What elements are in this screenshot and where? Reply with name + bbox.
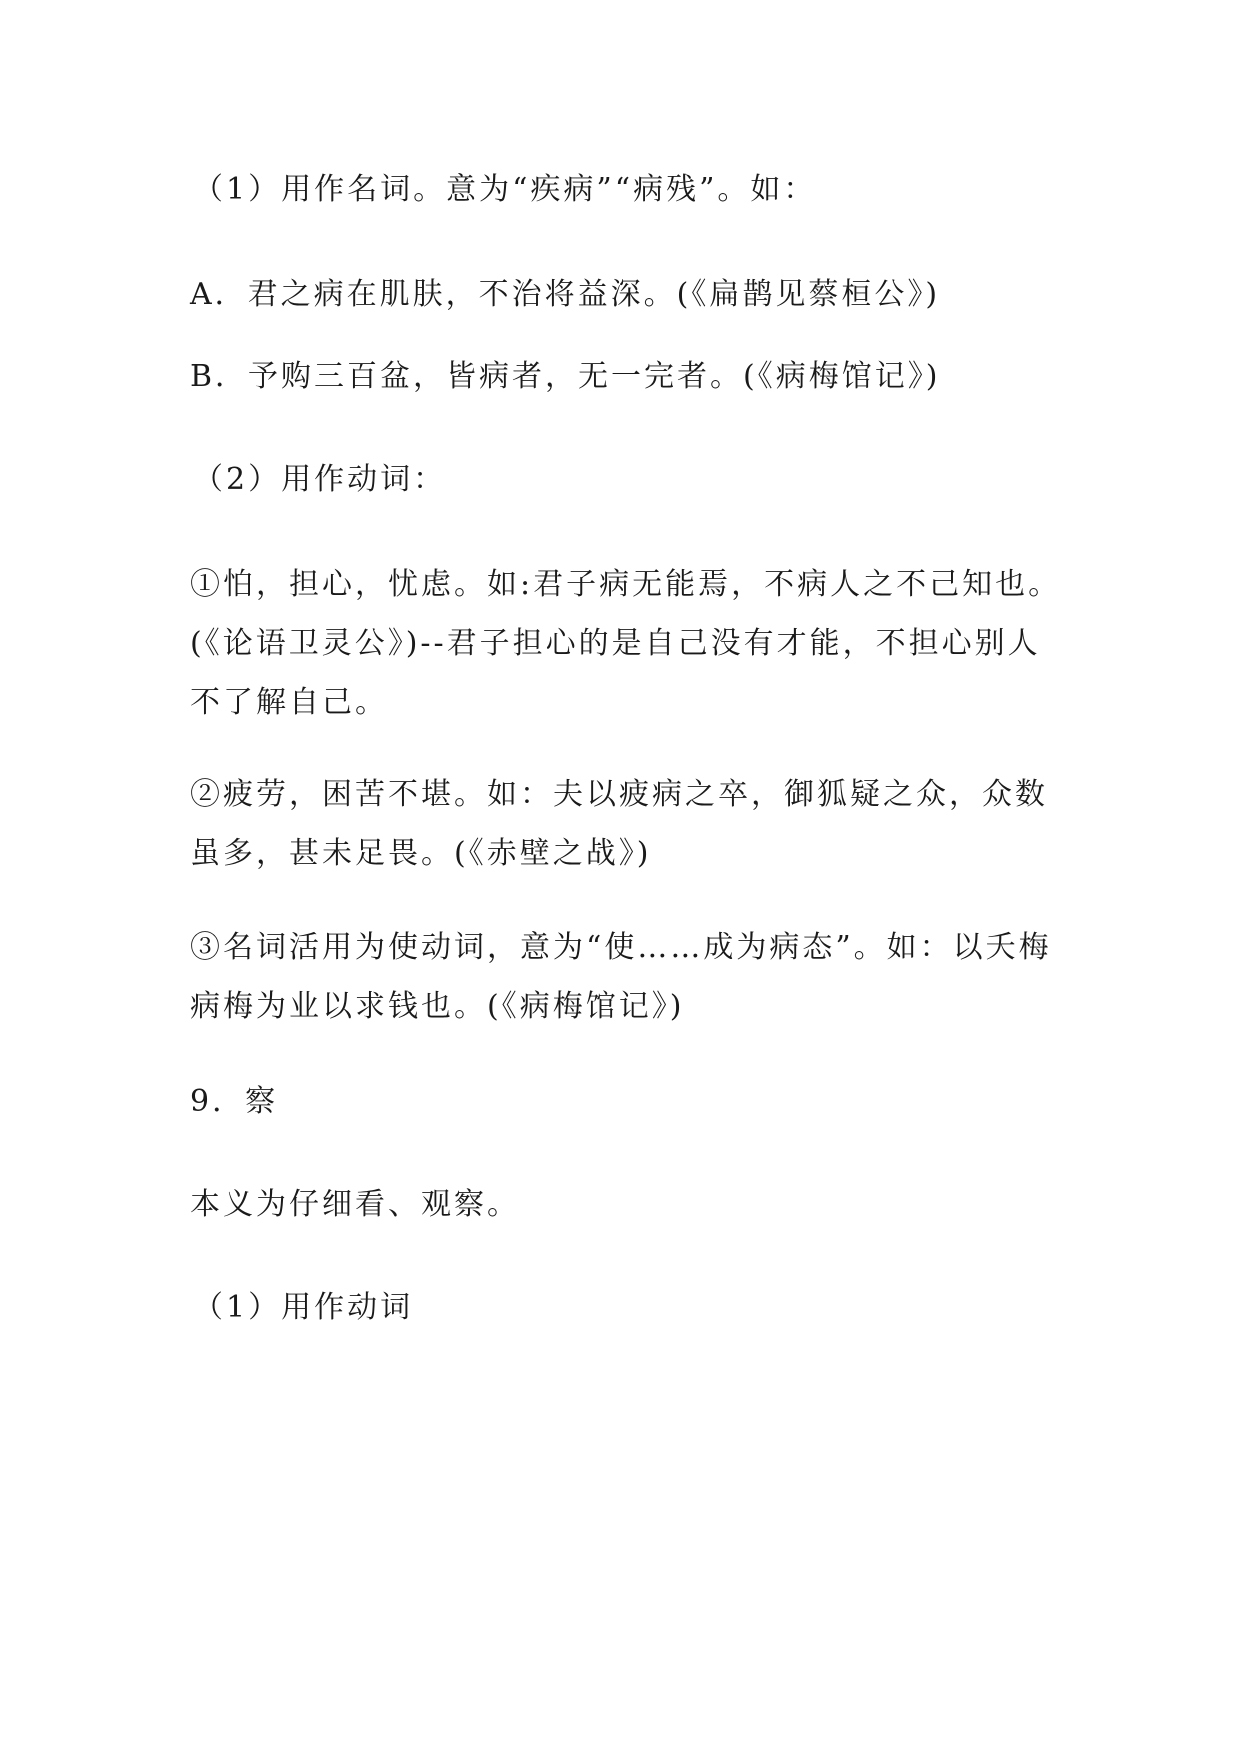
example-a: A．君之病在肌肤，不治将益深。(《扁鹊见蔡桓公》) bbox=[190, 277, 941, 312]
section-noun-usage-heading: （1）用作名词。意为“疾病”“病残”。如： bbox=[193, 172, 817, 207]
entry-heading-cha: 9．察 bbox=[190, 1084, 279, 1119]
section-verb-usage-heading-2: （1）用作动词 bbox=[193, 1290, 414, 1325]
verb-meaning-3: ③名词活用为使动词，意为“使……成为病态”。如：以夭梅病梅为业以求钱也。(《病梅馆记》) bbox=[190, 930, 1052, 1024]
verb-meaning-1: ①怕，担心，忧虑。如:君子病无能焉，不病人之不己知也。(《论语卫灵公》)--君子担心的是自己没有才能，不担心别人不了解自己。 bbox=[190, 567, 1062, 720]
section-verb-usage-heading: （2）用作动词： bbox=[193, 462, 447, 497]
verb-meaning-2: ②疲劳，困苦不堪。如：夫以疲病之卒，御狐疑之众，众数虽多，甚未足畏。(《赤壁之战》) bbox=[190, 777, 1048, 871]
example-b: B．予购三百盆，皆病者，无一完者。(《病梅馆记》) bbox=[190, 359, 941, 394]
original-meaning: 本义为仔细看、观察。 bbox=[190, 1187, 520, 1222]
